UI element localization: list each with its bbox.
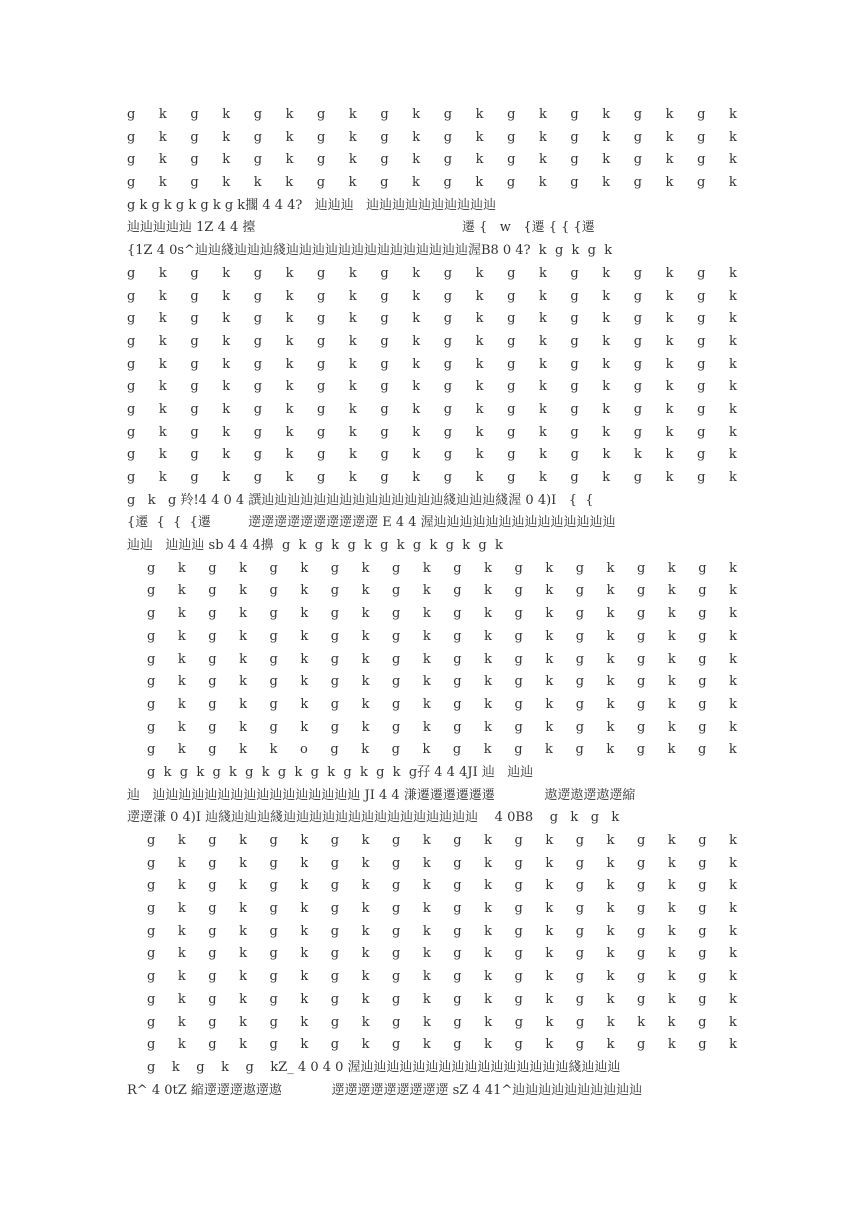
document-body <box>127 104 737 1102</box>
text-line-content: g k g k g k g k g k g k g k g k g k g k <box>147 674 737 690</box>
text-line-content: g k g k g k g k g k g k g k g k g k g k <box>147 628 737 644</box>
text-line <box>127 1080 737 1103</box>
text-line <box>127 580 737 603</box>
text-line <box>127 535 737 558</box>
text-line-content: g k g k g k g k g k g k g k g k k k g k <box>147 1014 737 1030</box>
text-line <box>127 626 737 649</box>
text-line-content: g k g k g k g k g k g k g k g k g k g k <box>147 969 737 985</box>
text-line <box>127 240 737 263</box>
text-line <box>127 649 737 672</box>
text-line-content: g k g k g k g k g k g k g k g k g k g k <box>147 878 737 894</box>
text-line <box>127 1012 737 1035</box>
text-line-content: g k g k g k g k g k g k g k g k g k g k <box>127 379 737 395</box>
text-line <box>127 172 737 195</box>
text-line-content: g k g k g k g k g k g k g k g k g k g k <box>147 1037 737 1053</box>
text-line <box>127 739 737 762</box>
text-line-content: 辿 辿辿辿辿辿辿辿辿辿辿辿辿辿辿辿辿 JI 4 4 溓遷遷遷遷遷遷 遨遻遨遻遨遻縮 <box>127 787 636 803</box>
text-line <box>127 807 737 830</box>
text-line <box>127 376 737 399</box>
text-line-content: g k g k g k g k g k g k g k g k g k g k <box>127 424 737 440</box>
text-line <box>127 785 737 808</box>
text-line <box>127 853 737 876</box>
text-line <box>127 1034 737 1057</box>
text-line <box>127 422 737 445</box>
text-line-content: 辿辿 辿辿辿 sb 4 4 4擤 g k g k g k g k g k g k g k <box>127 538 503 554</box>
text-line <box>127 512 737 535</box>
text-line-content: g k g k g k g k g k g k g k g k g k g k <box>147 991 737 1007</box>
text-line <box>127 717 737 740</box>
text-line-content: g k g 羚!4 4 0 4 譔辿辿辿辿辿辿辿辿辿辿辿辿辿辿綫辿辿辿綫渥 0 4)I { { <box>127 492 594 508</box>
text-line <box>127 966 737 989</box>
text-line-content: g k g k g k g k g k g k g k g k g k g k <box>147 719 737 735</box>
text-line-content: g k g k g k g k g k g k g k g k g k g k <box>147 696 737 712</box>
text-line-content: g k g k k k g k g k g k g k g k g k g k <box>127 175 737 191</box>
text-line <box>127 989 737 1012</box>
text-line-content: g k g k g k g k g k g k g k g k g k g k <box>127 356 737 372</box>
text-line <box>127 127 737 150</box>
text-line-content: {遷 { { {遷 遻遻遻遻遻遻遻遻遻遻 E 4 4 渥辿辿辿辿辿辿辿辿辿辿辿辿辿辿 <box>127 515 616 531</box>
text-line <box>127 331 737 354</box>
text-line-content: g k g k g k g k g k g k g k g k g k g k <box>147 923 737 939</box>
text-line <box>127 467 737 490</box>
text-line-content: g k g k g k g k g k g k g k g k g k g k <box>147 833 737 848</box>
text-line <box>127 354 737 377</box>
text-line-content: g k g k g k g k g k g k g k g k g k g k <box>127 152 737 168</box>
text-line <box>127 308 737 331</box>
text-line <box>127 399 737 422</box>
text-line-content: g k g k g k g k g k擱 4 4 4? 辿辿辿 辿辿辿辿辿辿辿辿辿辿 <box>127 197 497 213</box>
text-line-content: R^ 4 0tZ 縮遻遻遻遨遻遨 遻遻遻遻遻遻遻遻遻 sZ 4 41^辿辿辿辿辿辿辿辿辿辿 <box>127 1082 643 1098</box>
text-line <box>127 921 737 944</box>
text-line-content: g k g k g k g k g k g k g k g k k k g k <box>127 447 737 463</box>
text-line <box>127 694 737 717</box>
text-line <box>127 149 737 172</box>
text-line-content: g k g k g k g k g k g k g k g k g k g k <box>147 651 737 667</box>
text-line <box>127 898 737 921</box>
text-line-content: g k g k g k g k g k g k g k g k g k g k <box>127 288 737 304</box>
text-line <box>127 195 737 218</box>
text-line-content: g k g k g k g k g k g k g k g k g k g k <box>127 311 737 327</box>
text-line <box>127 104 737 127</box>
text-line-content: g k g k g k g k g k g k g k g k g孖 4 4 4JI 辿 辿辿 <box>147 764 534 780</box>
text-line-content: g k g k g k g k g k g k g k g k g k g k <box>127 470 737 485</box>
text-line-content: g k g k g k g k g k g k g k g k g k g k <box>147 946 737 962</box>
text-line-content: {1Z 4 0s^辿辿綫辿辿辿綫辿辿辿辿辿辿辿辿辿辿辿辿辿辿渥B8 0 4? k g k g k <box>127 243 613 259</box>
text-line <box>127 490 737 513</box>
text-line <box>127 762 737 785</box>
text-line-content: g k g k g k g k g k g k g k g k g k g k <box>147 560 737 576</box>
text-line <box>127 875 737 898</box>
text-line <box>127 444 737 467</box>
text-line-content: g k g k g k g k g k g k g k g k g k g k <box>127 265 737 281</box>
text-line-content: 辿辿辿辿辿 1Z 4 4 擡 遷 { w {遷 { { {遷 <box>127 220 595 236</box>
text-line-content: g k g k g k g k g k g k g k g k g k g k <box>127 401 737 417</box>
text-line <box>127 286 737 309</box>
text-line-content: g k g k g k g k g k g k g k g k g k g k <box>127 129 737 145</box>
text-line-content: g k g k g k g k g k g k g k g k g k g k <box>147 606 737 622</box>
text-line <box>127 603 737 626</box>
text-line-content: g k g k g k g k g k g k g k g k g k g k <box>127 107 737 122</box>
text-line-content: 遻遻溓 0 4)I 辿綫辿辿辿綫辿辿辿辿辿辿辿辿辿辿辿辿辿辿辿 4 0B8 g k g k <box>127 810 620 826</box>
text-line-content: g k g k g k g k g k g k g k g k g k g k <box>147 583 737 599</box>
text-line-content: g k g k g kZ_ 4 0 4 0 渥辿辿辿辿辿辿辿辿辿辿辿辿辿辿辿辿綫辿辿辿 <box>147 1059 621 1075</box>
text-line-content: g k g k g k g k g k g k g k g k g k g k <box>147 855 737 871</box>
text-line <box>127 671 737 694</box>
text-line-content: g k g k k o g k g k g k g k g k g k g k <box>147 742 737 758</box>
text-line <box>127 943 737 966</box>
text-line-content: g k g k g k g k g k g k g k g k g k g k <box>147 901 737 917</box>
text-line <box>127 263 737 286</box>
text-line <box>127 217 737 240</box>
text-line <box>127 1057 737 1080</box>
text-line <box>127 830 737 853</box>
text-line-content: g k g k g k g k g k g k g k g k g k g k <box>127 333 737 349</box>
text-line <box>127 558 737 581</box>
